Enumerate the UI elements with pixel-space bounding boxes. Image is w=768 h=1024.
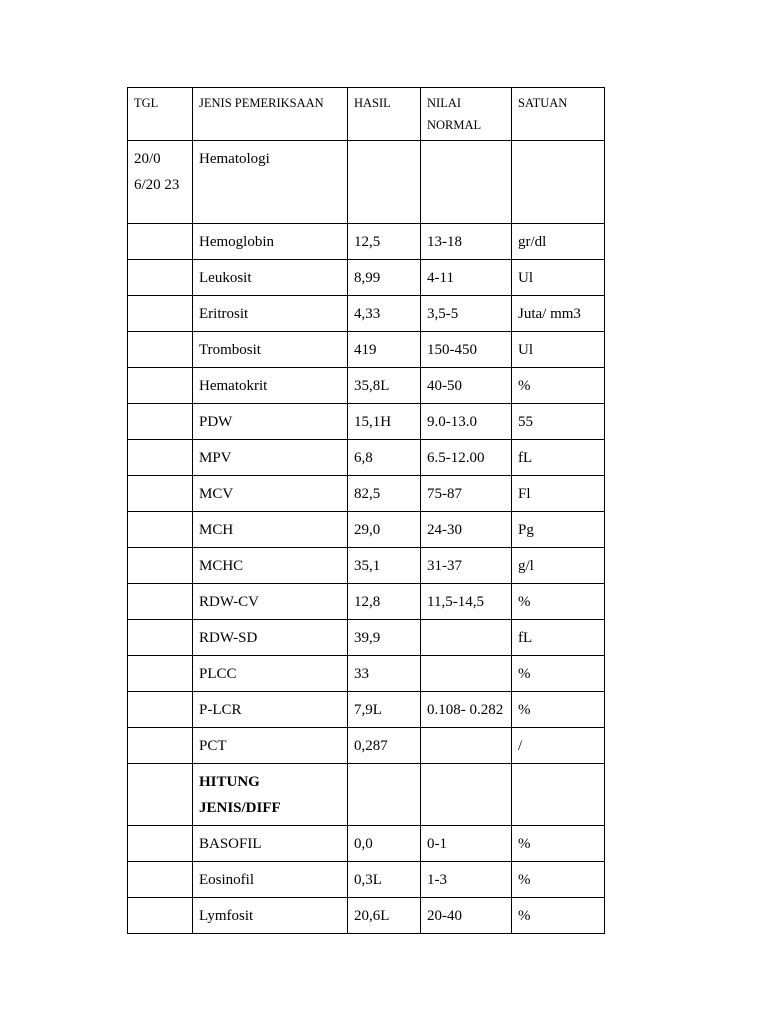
table-row — [128, 440, 605, 476]
test-unit: % — [512, 656, 605, 692]
test-name: Leukosit — [193, 260, 348, 296]
table-row — [128, 368, 605, 404]
header-satuan: SATUAN — [512, 88, 605, 141]
empty-cell — [348, 764, 421, 826]
test-name: MCV — [193, 476, 348, 512]
table-row — [128, 620, 605, 656]
empty-cell — [128, 548, 193, 584]
test-unit: fL — [512, 440, 605, 476]
test-name: Lymfosit — [193, 898, 348, 934]
empty-cell — [128, 656, 193, 692]
test-unit: g/l — [512, 548, 605, 584]
test-normal-range: 1-3 — [421, 862, 512, 898]
test-result: 6,8 — [348, 440, 421, 476]
test-unit: % — [512, 862, 605, 898]
table-row — [128, 548, 605, 584]
test-name: MPV — [193, 440, 348, 476]
test-unit: Ul — [512, 260, 605, 296]
test-normal-range: 4-11 — [421, 260, 512, 296]
test-result: 33 — [348, 656, 421, 692]
test-result: 35,1 — [348, 548, 421, 584]
test-unit: % — [512, 692, 605, 728]
test-normal-range: 9.0-13.0 — [421, 404, 512, 440]
table-row — [128, 656, 605, 692]
test-name: MCHC — [193, 548, 348, 584]
test-normal-range: 3,5-5 — [421, 296, 512, 332]
empty-cell — [421, 764, 512, 826]
test-unit: % — [512, 826, 605, 862]
test-result: 35,8L — [348, 368, 421, 404]
test-name: PDW — [193, 404, 348, 440]
header-jenis-pemeriksaan: JENIS PEMERIKSAAN — [193, 88, 348, 141]
test-normal-range: 0-1 — [421, 826, 512, 862]
test-unit: fL — [512, 620, 605, 656]
test-name: Trombosit — [193, 332, 348, 368]
table-row — [128, 584, 605, 620]
test-normal-range — [421, 728, 512, 764]
test-result: 419 — [348, 332, 421, 368]
test-name: PCT — [193, 728, 348, 764]
test-unit: % — [512, 584, 605, 620]
test-name: PLCC — [193, 656, 348, 692]
test-result: 82,5 — [348, 476, 421, 512]
empty-cell — [512, 141, 605, 224]
test-normal-range — [421, 620, 512, 656]
section-label-hematologi: Hematologi — [193, 141, 348, 224]
test-name: P-LCR — [193, 692, 348, 728]
empty-cell — [128, 584, 193, 620]
empty-cell — [128, 224, 193, 260]
empty-cell — [128, 898, 193, 934]
test-result: 0,3L — [348, 862, 421, 898]
test-normal-range: 150-450 — [421, 332, 512, 368]
empty-cell — [512, 764, 605, 826]
test-unit: gr/dl — [512, 224, 605, 260]
empty-cell — [421, 141, 512, 224]
test-normal-range: 6.5-12.00 — [421, 440, 512, 476]
test-name: Eritrosit — [193, 296, 348, 332]
test-unit: / — [512, 728, 605, 764]
empty-cell — [128, 404, 193, 440]
test-unit: Juta/ mm3 — [512, 296, 605, 332]
test-normal-range: 20-40 — [421, 898, 512, 934]
section-row-hematologi — [128, 141, 605, 224]
table-row — [128, 862, 605, 898]
empty-cell — [128, 512, 193, 548]
table-row — [128, 826, 605, 862]
test-result: 12,5 — [348, 224, 421, 260]
test-result: 7,9L — [348, 692, 421, 728]
test-name: Hemoglobin — [193, 224, 348, 260]
test-result: 12,8 — [348, 584, 421, 620]
test-name: Hematokrit — [193, 368, 348, 404]
test-result: 15,1H — [348, 404, 421, 440]
table-header-row — [128, 88, 605, 141]
empty-cell — [128, 728, 193, 764]
empty-cell — [128, 826, 193, 862]
test-result: 0,0 — [348, 826, 421, 862]
test-name: RDW-SD — [193, 620, 348, 656]
section-label-hitung-jenis: HITUNG JENIS/DIFF — [193, 764, 348, 826]
test-unit: Pg — [512, 512, 605, 548]
test-unit: % — [512, 368, 605, 404]
test-normal-range: 75-87 — [421, 476, 512, 512]
table-row — [128, 296, 605, 332]
test-normal-range: 24-30 — [421, 512, 512, 548]
empty-cell — [128, 368, 193, 404]
section-row-hitung-jenis — [128, 764, 605, 826]
test-result: 8,99 — [348, 260, 421, 296]
table-row — [128, 404, 605, 440]
test-name: Eosinofil — [193, 862, 348, 898]
empty-cell — [128, 296, 193, 332]
test-name: MCH — [193, 512, 348, 548]
table-row — [128, 224, 605, 260]
test-normal-range: 40-50 — [421, 368, 512, 404]
test-name: RDW-CV — [193, 584, 348, 620]
date-cell: 20/0 6/20 23 — [128, 141, 193, 224]
test-result: 0,287 — [348, 728, 421, 764]
empty-cell — [348, 141, 421, 224]
empty-cell — [128, 332, 193, 368]
test-unit: Fl — [512, 476, 605, 512]
test-unit: % — [512, 898, 605, 934]
empty-cell — [128, 440, 193, 476]
empty-cell — [128, 862, 193, 898]
table-row — [128, 476, 605, 512]
table-row — [128, 512, 605, 548]
test-normal-range: 31-37 — [421, 548, 512, 584]
table-row — [128, 332, 605, 368]
empty-cell — [128, 764, 193, 826]
table-row — [128, 260, 605, 296]
table-row — [128, 728, 605, 764]
test-normal-range — [421, 656, 512, 692]
test-unit: Ul — [512, 332, 605, 368]
test-result: 39,9 — [348, 620, 421, 656]
header-nilai-normal: NILAI NORMAL — [421, 88, 512, 141]
test-result: 4,33 — [348, 296, 421, 332]
test-result: 29,0 — [348, 512, 421, 548]
header-tgl: TGL — [128, 88, 193, 141]
test-result: 20,6L — [348, 898, 421, 934]
table-row — [128, 898, 605, 934]
empty-cell — [128, 476, 193, 512]
table-row — [128, 692, 605, 728]
test-normal-range: 11,5-14,5 — [421, 584, 512, 620]
empty-cell — [128, 260, 193, 296]
empty-cell — [128, 620, 193, 656]
test-name: BASOFIL — [193, 826, 348, 862]
lab-results-table — [127, 87, 605, 934]
test-normal-range: 13-18 — [421, 224, 512, 260]
header-hasil: HASIL — [348, 88, 421, 141]
test-normal-range: 0.108- 0.282 — [421, 692, 512, 728]
test-unit: 55 — [512, 404, 605, 440]
empty-cell — [128, 692, 193, 728]
